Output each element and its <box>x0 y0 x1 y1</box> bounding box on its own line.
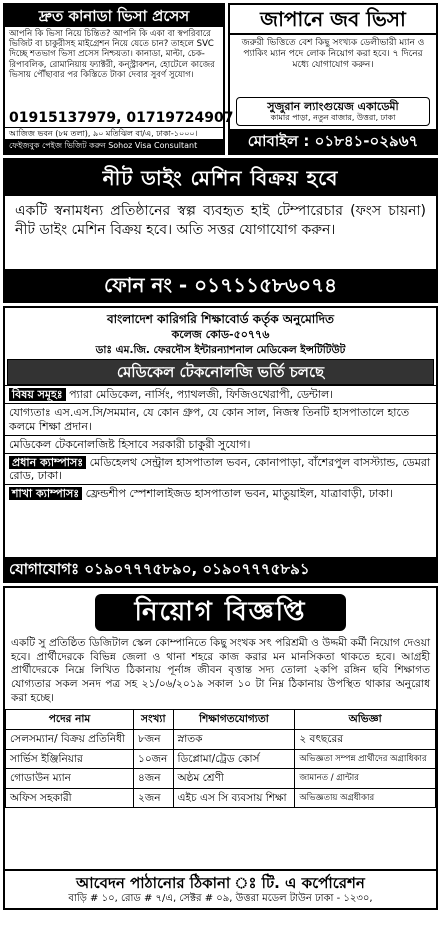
table-row <box>6 729 436 749</box>
medical-contact: যোগাযোগঃ ০১৯০৭৭৭৫৮৯০, ০১৯০৭৭৭৫৮৯১ <box>5 557 436 581</box>
cell-education: ডিপ্লোমা/ট্রেড কোর্স <box>173 749 295 769</box>
cell-experience: ২ বৎছরের <box>295 729 436 749</box>
medical-opportunity: মেডিকেল টেকনোলজিষ্ট হিসাবে সরকারী চাকুরী সুযোগ। <box>5 435 436 453</box>
medical-subjects <box>5 385 436 403</box>
table-row <box>6 788 436 808</box>
japan-ad-academy <box>236 97 430 126</box>
cell-position: সেলসম্যান/ বিক্রয় প্রতিনিধী <box>6 729 134 749</box>
japan-ad-title: জাপানে জব ভিসা <box>230 5 436 35</box>
knit-dyeing-machine-ad <box>3 158 438 303</box>
cell-experience: অভিজ্ঞতায় অগ্রধীকার <box>295 788 436 808</box>
academy-name: সুজুরান ল্যাংগুয়েজ একাডেমী <box>267 100 399 114</box>
cell-education: স্নাতক <box>173 729 295 749</box>
job-ad-intro: একটি সু প্রতিষ্ঠিত ডিজিটাল স্কেল কোম্পানিতে কিছু সংখক সৎ পরিশ্রমী ও উদ্দমী কর্মী নিয়োগ দেওয়া হবে। প্রার্থীদেরকে বিভিন্ন জেলা ও থানা শহরে কাজ করার মন মানসিকতা থাকতে হবে। আগ্রহী প্রার্থীদেরকে নিম্নে লিখিত ঠিকানায় পূর্নাঙ্গ জীবন বৃত্তান্ত সদ্য তোলা ২কপি রঙ্গিন ছবি শিক্ষাগত যোগ্যতার সকল সনদ পত্র সহ ২১/০৬/২০১৯ সকাল ১০ টা নিম্ন ঠিকানায় উপস্থিত থাকার অনুরোধ করা হচ্ছে। <box>11 637 430 704</box>
main-campus-label: প্রধান ক্যাম্পাসঃ <box>9 456 86 469</box>
branch-campus-text: ফ্রেন্ডশীপ স্পেশালাইজড হাসপাতাল ভবন, মাতুয়াইল, যাত্রাবাড়ী, ঢাকা। <box>85 487 394 501</box>
canada-ad-title: দ্রুত কানাডা ভিসা প্রসেস <box>5 5 223 27</box>
canada-visa-ad <box>3 3 234 155</box>
machine-ad-body: একটি স্বনামধন্য প্রতিষ্ঠানের স্বল্প ব্যবহৃত হাই টেম্পারেচার (ফংস চায়না) নীট ডাইং মেশিন বিক্রয় হবে। অতি সত্তর যোগাযোগ করুন। <box>15 203 426 238</box>
cell-position: সার্ভিস ইঞ্জিনিয়ার <box>6 749 134 769</box>
subjects-text: প্যারা মেডিকেল, নার্সিং, প্যাথলজী, ফিজিওথেরাপী, ডেন্টাল। <box>69 388 334 402</box>
cell-count: ৪জন <box>134 769 174 789</box>
machine-ad-phone: ফোন নং - ০১৭১১৫৮৬০৭৪ <box>5 269 436 301</box>
subjects-label: বিষয় সমূহঃ <box>9 388 66 401</box>
canada-ad-body: আপনি কি ভিসা নিয়ে চিন্তিত? আপনি কি একা বা স্বপরিবারে ভিজিট বা চাকুরীসহ মাইগ্রেশন নিয়ে যেতে চান? তাহলে SVC দিচ্ছে শতভাগ ভিসা প্রসেস নিশ্চয়তা। কানাডা, মাল্টা, চেক-রিপাবলিক, রোমানিয়ায় ফ্যাক্টরী, কন্স্ট্রাকশন, হোটেলে কাজের ভিসায় পৌঁছাবার পর কিস্তিতে টাকা দেবার সুবর্ণ সুযোগ। <box>9 29 215 80</box>
japan-ad-mobile: মোবাইল : ০১৮৪১-০২৯৬৭ <box>230 129 436 153</box>
academy-address: কামার পাড়া, নতুন বাজার, উত্তরা, ঢাকা <box>270 113 396 123</box>
header-experience: অভিজ্ঞা <box>295 710 436 730</box>
medical-admission-banner: মেডিকেল টেকনোলজি ভর্তি চলছে <box>7 359 434 385</box>
cell-position: অফিস সহকারী <box>6 788 134 808</box>
machine-ad-title: নীট ডাইং মেশিন বিক্রয় হবে <box>5 160 436 196</box>
cell-experience: জামানত / গ্রান্টার <box>295 769 436 789</box>
header-position: পদের নাম <box>6 710 134 730</box>
medical-institute-name: ডাঃ এম.জি. ফেরদৌস ইন্টারন্যাশনাল মেডিকেল ইন্সটিটিউট <box>95 343 346 356</box>
canada-ad-address: আজিজ ভবন (৮ম তলা), ৯০ মতিঝিল বা/এ, ঢাকা-১০০০। <box>5 127 223 140</box>
cell-count: ৮জন <box>134 729 174 749</box>
cell-experience: অভিজ্ঞতা সম্পন্ন প্রার্থীদের অগ্রাধিকার <box>295 749 436 769</box>
job-apply-address: বাড়ি # ১০, রোড # ৭/এ, সেক্টর # ০৯, উত্তরা মডেল টাউন ঢাকা - ১২৩০, <box>68 893 373 904</box>
cell-position: গোডাউন ম্যান <box>6 769 134 789</box>
table-row <box>6 749 436 769</box>
cell-count: ১০জন <box>134 749 174 769</box>
cell-education: অষ্ঠম শ্রেণী <box>173 769 295 789</box>
medical-eligibility: যোগ্যতাঃ এস.এস.সি/সমমান, যে কোন গ্রুপ, যে কোন সাল, নিজস্ব তিনটি হাসপাতালে হাতে কলমে শিক্ষা প্রদান। <box>5 403 436 434</box>
cell-education: এইচ এস সি ব্যবসায় শিক্ষা <box>173 788 295 808</box>
job-ad-title: নিয়োগ বিজ্ঞপ্তি <box>95 594 347 631</box>
canada-ad-footer: ফেইজবুক পেইজ ভিজিট করুন Sohoz Visa Consultant <box>5 139 223 153</box>
medical-branch-campus <box>5 484 436 502</box>
table-header-row <box>6 710 436 730</box>
cell-count: ২জন <box>134 788 174 808</box>
medical-main-campus <box>5 453 436 484</box>
canada-ad-phones: 01915137979, 01719724907 <box>9 110 234 127</box>
medical-college-code: কলেজ কোড-৫০৭৭৬ <box>171 328 270 342</box>
job-apply-heading: আবেদন পাঠানোর ঠিকানা ঃ টি. এ কর্পোরেশন <box>5 869 436 892</box>
japan-job-visa-ad <box>228 3 438 155</box>
main-campus-text: মেডিহেলথ সেন্ট্রাল হাসপাতাল ভবন, কোনাপাড়া, বাঁশেরপুল বাসস্ট্যান্ড, ডেমরা রোড, ঢাকা। <box>9 455 431 483</box>
medical-approval: বাংলাদেশ কারিগরি শিক্ষাবোর্ড কর্তৃক অনুমোদিত <box>106 312 335 326</box>
branch-campus-label: শাখা ক্যাম্পাসঃ <box>9 487 82 500</box>
header-education: শিক্ষাগতযোগ্যতা <box>173 710 295 730</box>
job-positions-table <box>5 709 436 808</box>
job-recruitment-ad <box>3 586 438 910</box>
top-ads-row <box>3 3 438 155</box>
japan-ad-body: জরুরী ভিত্তিতে বেশ কিছু সংখ্যক ডেলীভারী ম্যান ও প্যাকিং ম্যান পদে লোক নিয়োগ করা হবে। ৭ দিনের মধ্যে যোগাযোগ করুন। <box>241 38 425 70</box>
medical-technology-admission-ad <box>3 306 438 583</box>
header-count: সংখ্যা <box>134 710 174 730</box>
table-row <box>6 769 436 789</box>
